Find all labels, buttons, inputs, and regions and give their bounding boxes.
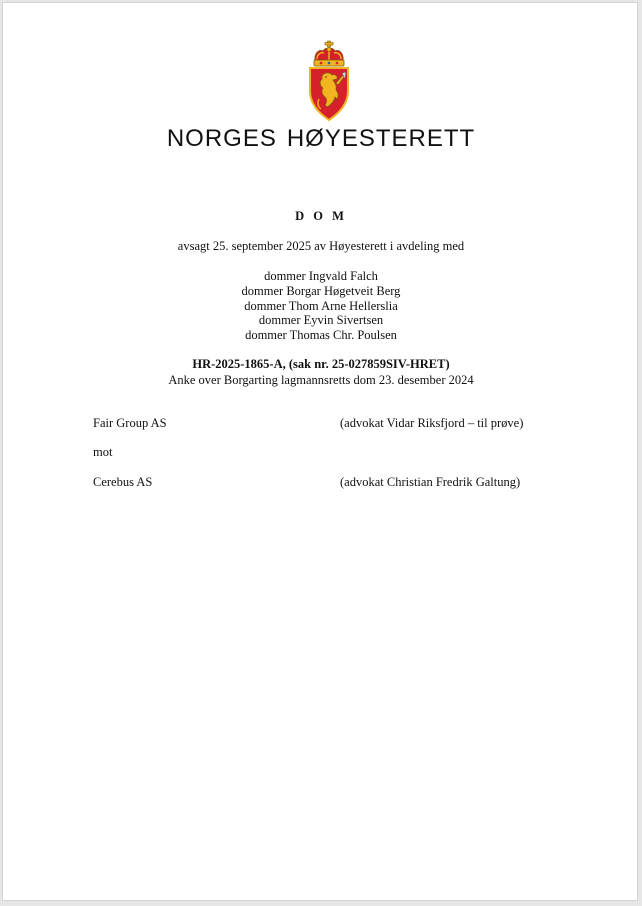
coat-of-arms-icon: [305, 39, 353, 123]
document-page: [2, 2, 638, 901]
judge-item: dommer Ingvald Falch: [264, 269, 378, 283]
judge-item: dommer Thom Arne Hellerslia: [244, 298, 398, 313]
appeal-line: Anke over Borgarting lagmannsretts dom 23. desember 2024: [168, 373, 474, 387]
crown-icon: [314, 41, 344, 66]
court-name: [3, 125, 639, 153]
case-number: HR-2025-1865-A, (sak nr. 25-027859SIV-HRET): [192, 357, 450, 371]
judge-item: dommer Thomas Chr. Poulsen: [245, 328, 397, 343]
document-title: D O M: [295, 209, 347, 223]
judge-item: dommer Eyvin Sivertsen: [258, 313, 384, 328]
respondent-counsel: (advokat Christian Fredrik Galtung): [340, 475, 521, 489]
versus-label: mot: [93, 445, 113, 459]
respondent-name: Cerebus AS: [93, 475, 153, 489]
document-subtitle: avsagt 25. september 2025 av Høyesterett i avdeling med: [177, 239, 465, 253]
appellant-counsel: (advokat Vidar Riksfjord – til prøve): [340, 416, 524, 430]
judge-item: dommer Borgar Høgetveit Berg: [241, 283, 401, 298]
court-name-norges: NORGES: [166, 125, 277, 152]
appellant-name: Fair Group AS: [93, 416, 167, 430]
court-name-hoyesterett: HØYESTERETT: [286, 125, 476, 152]
judges-list: [3, 269, 639, 343]
